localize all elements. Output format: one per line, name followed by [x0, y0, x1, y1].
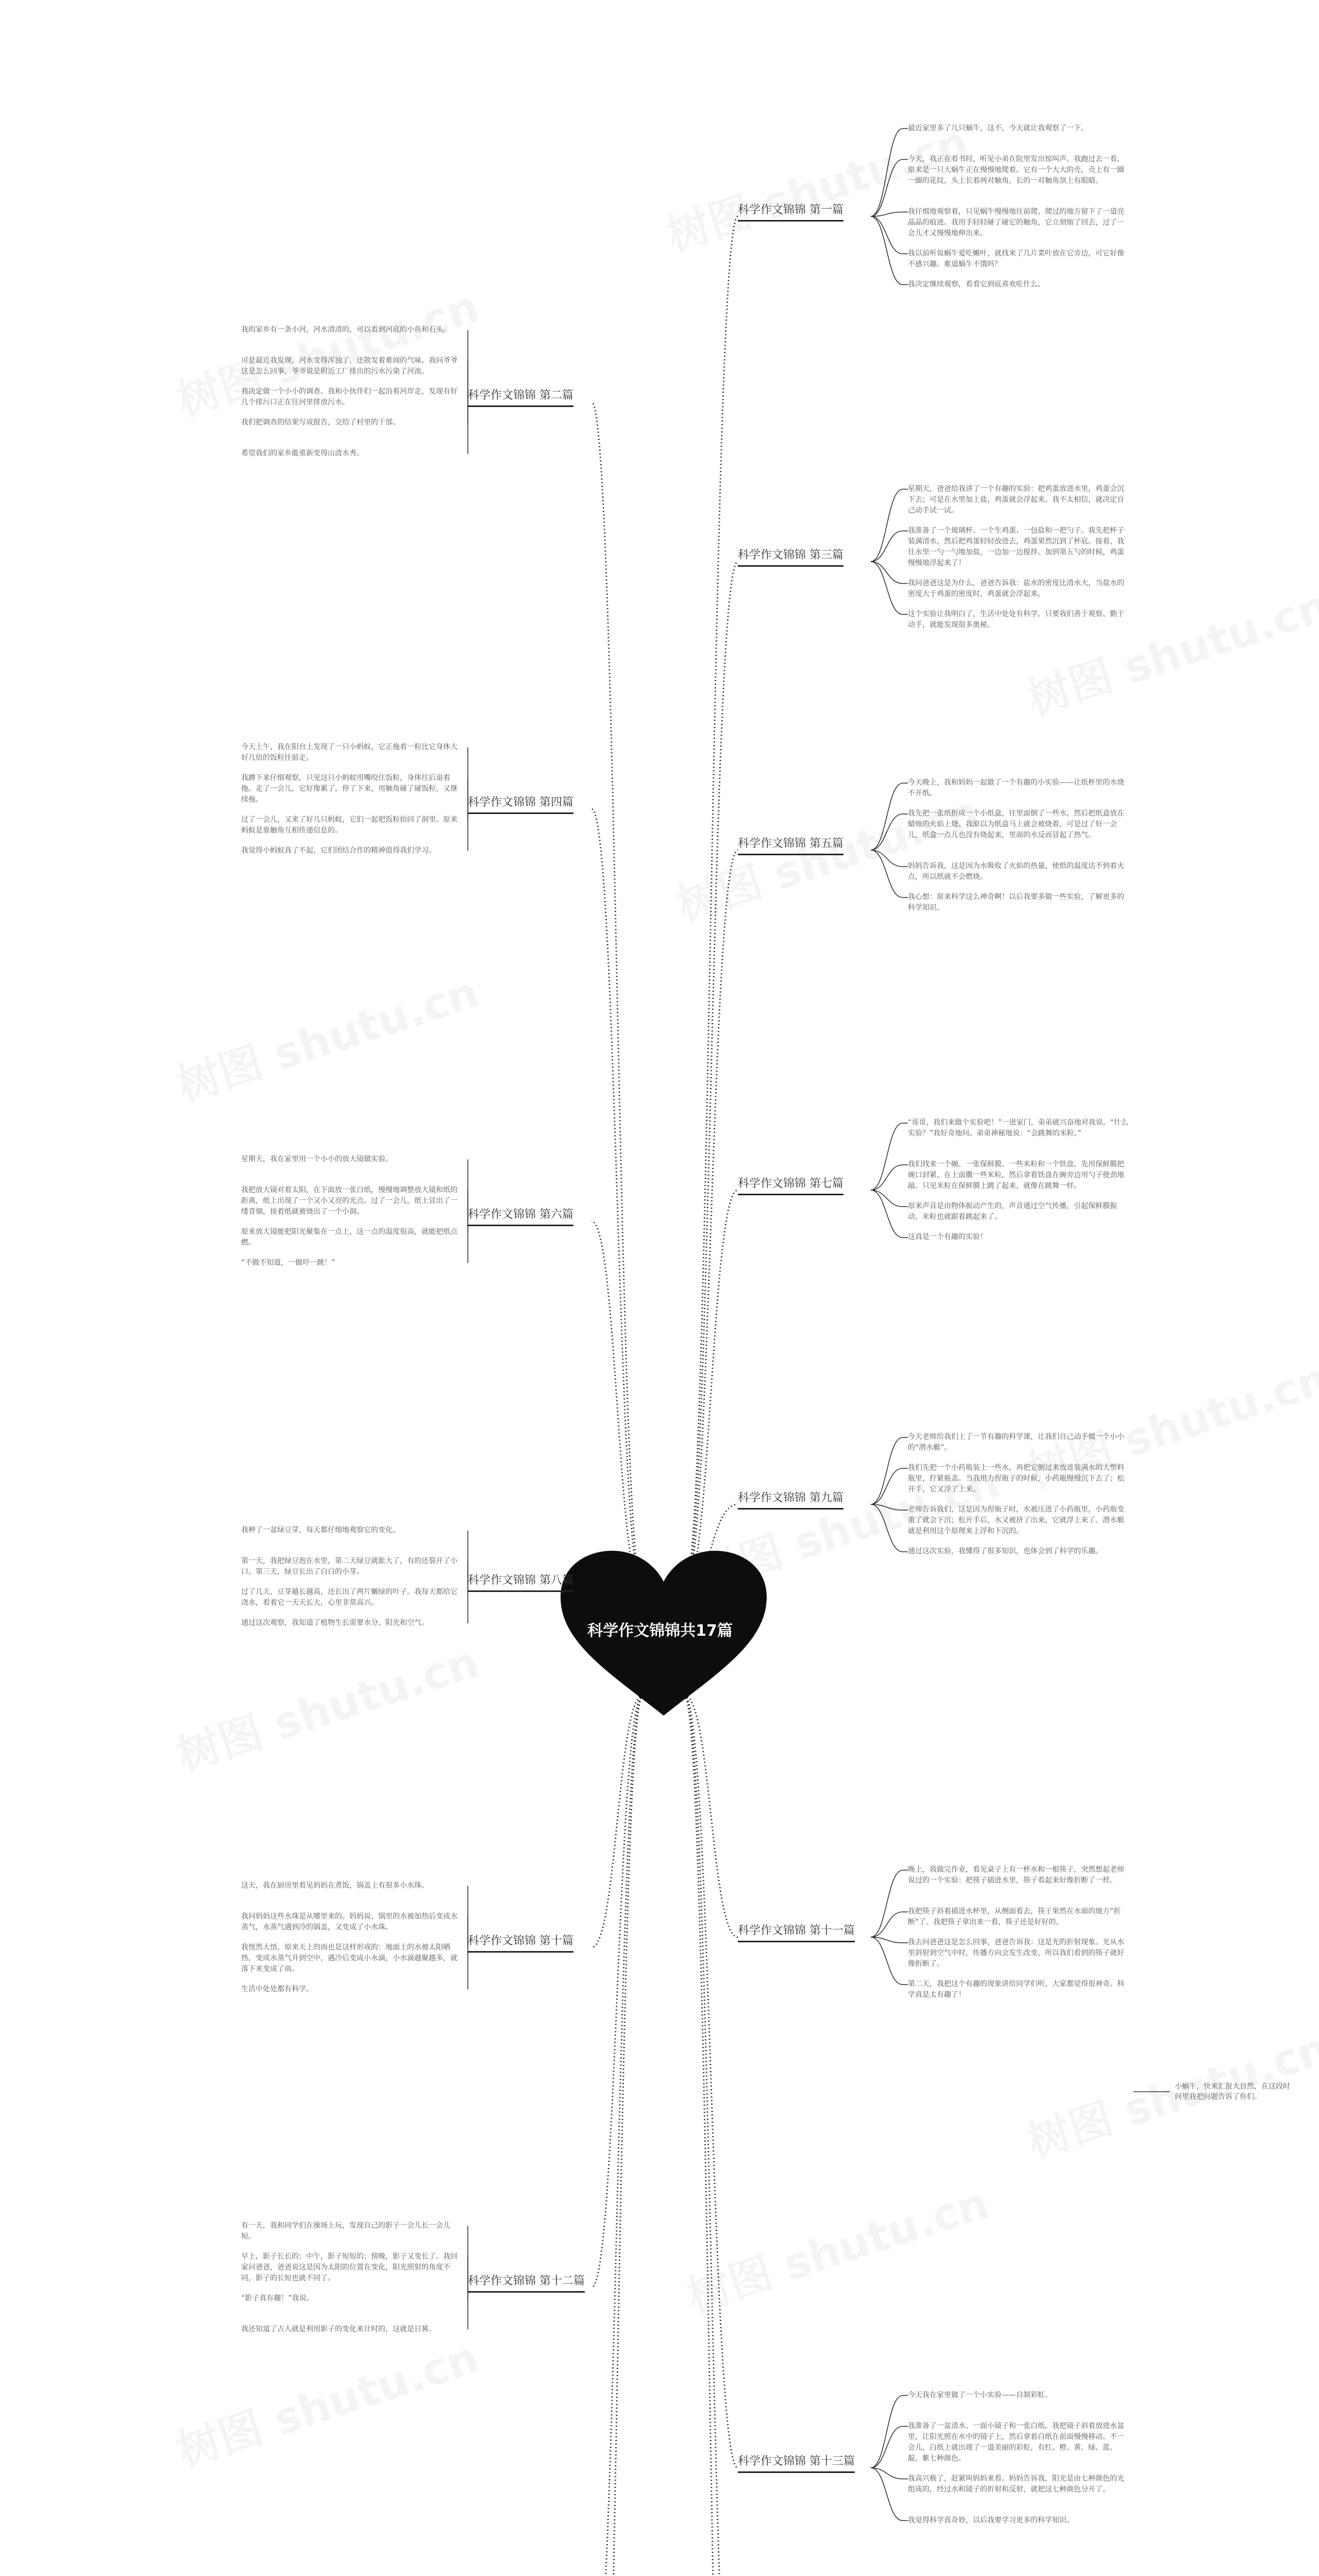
branch-node[interactable]: 科学作文锦锦 第六篇 — [468, 1206, 573, 1226]
branch-node[interactable]: 科学作文锦锦 第四篇 — [468, 793, 573, 814]
leaf-text: “哥哥，我们来做个实验吧！”一进家门，弟弟就兴奋地对我说。“什么实验？”我好奇地问。弟弟神秘地说：“会跳舞的米粒。” — [908, 1118, 1128, 1138]
branch-connector — [684, 562, 738, 1592]
branch-connector — [684, 1695, 738, 1937]
leaf-text: 可是最近我发现，河水变得浑浊了，还散发着难闻的气味。我问爷爷这是怎么回事，爷爷说是附近工厂排出的污水污染了河流。 — [241, 357, 458, 376]
leaf-connector — [871, 783, 903, 850]
leaf-text: 我仔细地观察着，只见蜗牛慢慢地往前爬，爬过的地方留下了一道亮晶晶的痕迹。我用手轻轻碰了碰它的触角，它立刻缩了回去，过了一会儿才又慢慢地伸出来。 — [908, 207, 1124, 238]
leaf-connector — [871, 2468, 903, 2521]
leaf-text: 我问爸爸这是为什么，爸爸告诉我：盐水的密度比清水大，当盐水的密度大于鸡蛋的密度时，鸡蛋就会浮起来。 — [908, 579, 1124, 598]
branch-node[interactable]: 科学作文锦锦 第十三篇 — [738, 2452, 855, 2473]
branch-node[interactable]: 科学作文锦锦 第七篇 — [738, 1175, 843, 1195]
branch-node[interactable]: 科学作文锦锦 第一篇 — [738, 201, 843, 222]
branch-connector — [591, 1695, 643, 1947]
leaf-connector — [871, 1468, 903, 1504]
sub-note: 小蜗牛，快来汇报大自然，在这段时间里我把问题告诉了你们。 — [1175, 2082, 1290, 2101]
leaf-connector — [871, 1912, 903, 1937]
leaf-connector — [871, 1937, 903, 1985]
leaf-text: “不做不知道，一做吓一跳！” — [241, 1258, 335, 1267]
branch-node[interactable]: 科学作文锦锦 第九篇 — [738, 1489, 843, 1510]
leaf-text: 原来声音是由物体振动产生的，声音通过空气传播，引起保鲜膜振动，米粒也就跟着跳起来了。 — [908, 1202, 1117, 1221]
leaf-text: 我的家乡有一条小河，河水清清的，可以看到河底的小鱼和石头。 — [241, 326, 450, 334]
leaf-text: 我以前听说蜗牛爱吃嫩叶，就找来了几片菜叶放在它旁边，可它好像不感兴趣。难道蜗牛不饿吗？ — [908, 249, 1124, 268]
leaf-text: 通过这次观察，我知道了植物生长需要水分、阳光和空气。 — [241, 1619, 429, 1627]
branch-connector — [684, 1190, 738, 1592]
branch-node[interactable]: 科学作文锦锦 第五篇 — [738, 835, 843, 855]
leaf-text: “影子真有趣！”我说。 — [241, 2294, 314, 2302]
leaf-text: 今天老师给我们上了一节有趣的科学课，让我们自己动手做一个小小的“潜水艇”。 — [908, 1433, 1124, 1452]
leaf-text: 星期天，爸爸给我讲了一个有趣的实验：把鸡蛋放进水里，鸡蛋会沉下去；可是在水里加上盐，鸡蛋就会浮起来。我不太相信，就决定自己动手试一试。 — [908, 484, 1124, 515]
leaf-text: 我觉得小蚂蚁真了不起，它们团结合作的精神值得我们学习。 — [241, 846, 436, 855]
leaf-text: 今天上午，我在阳台上发现了一只小蚂蚁，它正拖着一粒比它身体大好几倍的饭粒往前走。 — [241, 742, 458, 762]
leaf-text: 我准备了一个玻璃杯、一个生鸡蛋、一包盐和一把勺子。我先把杯子装满清水，然后把鸡蛋轻轻放进去，鸡蛋果然沉到了杯底。接着，我往水里一勺一勺地加盐，一边加一边搅拌。加到第五勺的时候，鸡蛋慢慢地浮起来了！ — [908, 526, 1124, 567]
leaf-text: 今天，我正在看书时，听见小弟在院里发出惊叫声。我跑过去一看，原来是一只大蜗牛正在慢慢地爬着。它有一个大大的壳，壳上有一圈一圈的花纹，头上长着两对触角，长的一对触角顶上有眼睛。 — [908, 155, 1124, 185]
leaf-connector — [871, 1937, 903, 1943]
leaf-text: 老师告诉我们，这是因为捏瓶子时，水被压进了小药瓶里，小药瓶变重了就会下沉；松开手后，水又被挤了出来，它就浮上来了。潜水艇就是利用这个原理来上浮和下沉的。 — [908, 1505, 1124, 1535]
leaf-text: 早上，影子长长的；中午，影子短短的；傍晚，影子又变长了。我回家问爸爸，爸爸说这是因为太阳的位置在变化，阳光照射的角度不同，影子的长短也就不同了。 — [241, 2252, 458, 2282]
leaf-text: 我决定继续观察，看看它到底喜欢吃什么。 — [908, 280, 1045, 289]
leaf-connector — [871, 2396, 903, 2468]
leaf-connector — [871, 1190, 903, 1238]
leaf-text: 第二天，我把这个有趣的现象讲给同学们听，大家都觉得很神奇。科学真是太有趣了！ — [908, 1980, 1124, 1999]
center-topic-title[interactable]: 科学作文锦锦共17篇 — [587, 1622, 733, 1640]
branch-node[interactable]: 科学作文锦锦 第十篇 — [468, 1932, 573, 1953]
leaf-text: 我心想：原来科学这么神奇啊！以后我要多做一些实验，了解更多的科学知识。 — [908, 893, 1124, 912]
branch-connector — [591, 1221, 643, 1592]
leaf-text: 生活中处处都有科学。 — [241, 1985, 313, 1993]
leaf-text: 这天，我在厨房里看见妈妈在煮饭，锅盖上有很多小水珠。 — [241, 1881, 429, 1890]
leaf-text: 希望我们的家乡能重新变得山清水秀。 — [241, 449, 364, 457]
leaf-connector — [871, 216, 903, 254]
leaf-connector — [871, 216, 903, 285]
leaf-text: 我把筷子斜着插进水杯里，从侧面看去，筷子果然在水面的地方“折断”了。我把筷子拿出来一看，筷子还是好好的。 — [908, 1907, 1121, 1926]
leaf-connector — [871, 489, 903, 562]
leaf-text: 通过这次实验，我懂得了很多知识，也体会到了科学的乐趣。 — [908, 1547, 1103, 1555]
leaf-connector — [871, 850, 903, 897]
leaf-connector — [871, 850, 903, 867]
leaf-connector — [871, 562, 903, 584]
leaf-text: 这个实验让我明白了，生活中处处有科学，只要我们善于观察、勤于动手，就能发现很多奥秘。 — [908, 609, 1124, 629]
leaf-connector — [871, 1504, 903, 1510]
branch-connector — [684, 850, 738, 1592]
leaf-text: 我觉得科学真奇妙，以后我要学习更多的科学知识。 — [908, 2516, 1074, 2524]
leaf-connector — [871, 814, 903, 850]
leaf-text: 我高兴极了，赶紧叫妈妈来看。妈妈告诉我，阳光是由七种颜色的光组成的，经过水和镜子的折射和反射，就把这七种颜色分开了。 — [908, 2474, 1124, 2494]
branch-node[interactable]: 科学作文锦锦 第十一篇 — [738, 1922, 855, 1942]
leaf-text: 星期天，我在家里用一个小小的放大镜做实验。 — [241, 1155, 393, 1163]
leaf-text: 原来放大镜能把阳光聚集在一点上，这一点的温度很高，就能把纸点燃。 — [241, 1227, 458, 1247]
leaf-text: 这真是一个有趣的实验！ — [908, 1233, 987, 1241]
leaf-text: 我蹲下来仔细观察，只见这只小蚂蚁用嘴咬住饭粒，身体往后退着拖。走了一会儿，它好像累了，停了下来，用触角碰了碰饭粒，又继续拖。 — [241, 773, 458, 804]
leaf-connector — [871, 1437, 903, 1504]
branch-connector — [684, 1695, 738, 2468]
leaf-connector — [871, 562, 903, 615]
leaf-connector — [871, 1870, 903, 1937]
leaf-text: 我种了一盆绿豆芽，每天都仔细地观察它的变化。 — [241, 1526, 400, 1534]
leaf-text: 我去问爸爸这是怎么回事，爸爸告诉我：这是光的折射现象。光从水里斜射到空气中时，传播方向会发生改变，所以我们看到的筷子就好像折断了。 — [908, 1938, 1124, 1968]
leaf-connector — [871, 129, 903, 217]
leaf-text: 今天晚上，我和妈妈一起做了一个有趣的小实验——让纸杯里的水烧不开纸。 — [908, 778, 1124, 798]
leaf-text: 我决定做一个小小的调查。我和小伙伴们一起沿着河岸走，发现有好几个排污口正在往河里排放污水。 — [241, 387, 458, 406]
leaf-text: 有一天，我和同学们在操场上玩，发现自己的影子一会儿长一会儿短。 — [241, 2221, 450, 2241]
leaf-text: 第一天，我把绿豆泡在水里，第二天绿豆就胀大了，有的还裂开了小口。第三天，绿豆长出了白白的小芽。 — [241, 1557, 458, 1576]
leaf-text: 我问妈妈这些水珠是从哪里来的。妈妈说，锅里的水被加热后变成水蒸气，水蒸气遇到冷的锅盖，又变成了小水珠。 — [241, 1912, 458, 1931]
leaf-text: 过了几天，豆芽越长越高，还长出了两片嫩绿的叶子。我每天都给它浇水，看着它一天天长大，心里非常高兴。 — [241, 1588, 458, 1607]
branch-node[interactable]: 科学作文锦锦 第十二篇 — [468, 2272, 585, 2293]
branch-connector — [684, 216, 738, 1592]
leaf-text: 我们找来一个碗、一张保鲜膜、一些米粒和一个铁盘。先用保鲜膜把碗口封紧，在上面撒一些米粒，然后拿着铁盘在碗旁边用勺子使劲地敲。只见米粒在保鲜膜上跳了起来，就像在跳舞一样。 — [908, 1160, 1124, 1190]
leaf-text: 妈妈告诉我，这是因为水吸收了火焰的热量，使纸的温度达不到着火点，所以纸就不会燃烧。 — [908, 862, 1124, 881]
leaf-text: 晚上，我做完作业，看见桌子上有一杯水和一根筷子，突然想起老师说过的一个实验：把筷子插进水里，筷子看起来好像折断了一样。 — [908, 1866, 1124, 1885]
leaf-connector — [871, 1165, 903, 1190]
leaf-text: 我准备了一盆清水、一面小镜子和一张白纸。我把镜子斜着放进水盆里，让阳光照在水中的镜子上，然后拿着白纸在前面慢慢移动。不一会儿，白纸上就出现了一道美丽的彩虹，有红、橙、黄、绿、蓝、靛、紫七种颜色。 — [908, 2421, 1124, 2463]
branch-connector — [591, 809, 643, 1592]
leaf-text: 今天我在家里做了一个小实验——自制彩虹。 — [908, 2391, 1052, 2399]
leaf-text: 我先把一张纸折成一个小纸盒，往里面倒了一些水，然后把纸盒放在蜡烛的火焰上烧。我原以为纸盒马上就会被烧着，可是过了好一会儿，纸盒一点儿也没有烧起来，里面的水反而冒起了热气。 — [908, 809, 1124, 839]
leaf-text: 我们先把一个小药瓶装上一些水，再把它倒过来放进装满水的大塑料瓶里，拧紧瓶盖。当我用力捏瓶子的时候，小药瓶慢慢沉下去了；松开手，它又浮了上来。 — [908, 1464, 1124, 1494]
leaf-text: 我把放大镜对着太阳，在下面放一张白纸，慢慢地调整放大镜和纸的距离，纸上出现了一个又小又亮的光点。过了一会儿，纸上冒出了一缕青烟，接着纸就被烧出了一个小洞。 — [241, 1185, 458, 1216]
leaf-text: 过了一会儿，又来了好几只蚂蚁，它们一起把饭粒抬回了洞里。原来蚂蚁是靠触角互相传递信息的。 — [241, 815, 458, 835]
leaf-connector — [871, 1190, 903, 1207]
leaf-connector — [871, 1504, 903, 1552]
leaf-connector — [871, 160, 903, 217]
leaf-text: 最近家里多了几只蜗牛，这不，今天就让我观察了一下。 — [908, 124, 1088, 132]
branch-connector — [684, 1695, 738, 2576]
branch-node[interactable]: 科学作文锦锦 第三篇 — [738, 546, 843, 567]
leaf-text: 我们把调查的结果写成报告，交给了村里的干部。 — [241, 418, 400, 427]
leaf-text: 我还知道了古人就是利用影子的变化来计时的，这就是日晷。 — [241, 2325, 436, 2333]
branch-node[interactable]: 科学作文锦锦 第二篇 — [468, 386, 573, 407]
branch-node[interactable]: 科学作文锦锦 第八篇 — [468, 1571, 573, 1592]
leaf-connector — [871, 531, 903, 562]
leaf-text: 我恍然大悟，原来天上的雨也是这样形成的：地面上的水被太阳晒热，变成水蒸气升到空中，遇冷后变成小水滴，小水滴越聚越多，就落下来变成了雨。 — [241, 1943, 458, 1973]
branch-connector — [591, 402, 643, 1592]
leaf-connector — [871, 1123, 903, 1190]
